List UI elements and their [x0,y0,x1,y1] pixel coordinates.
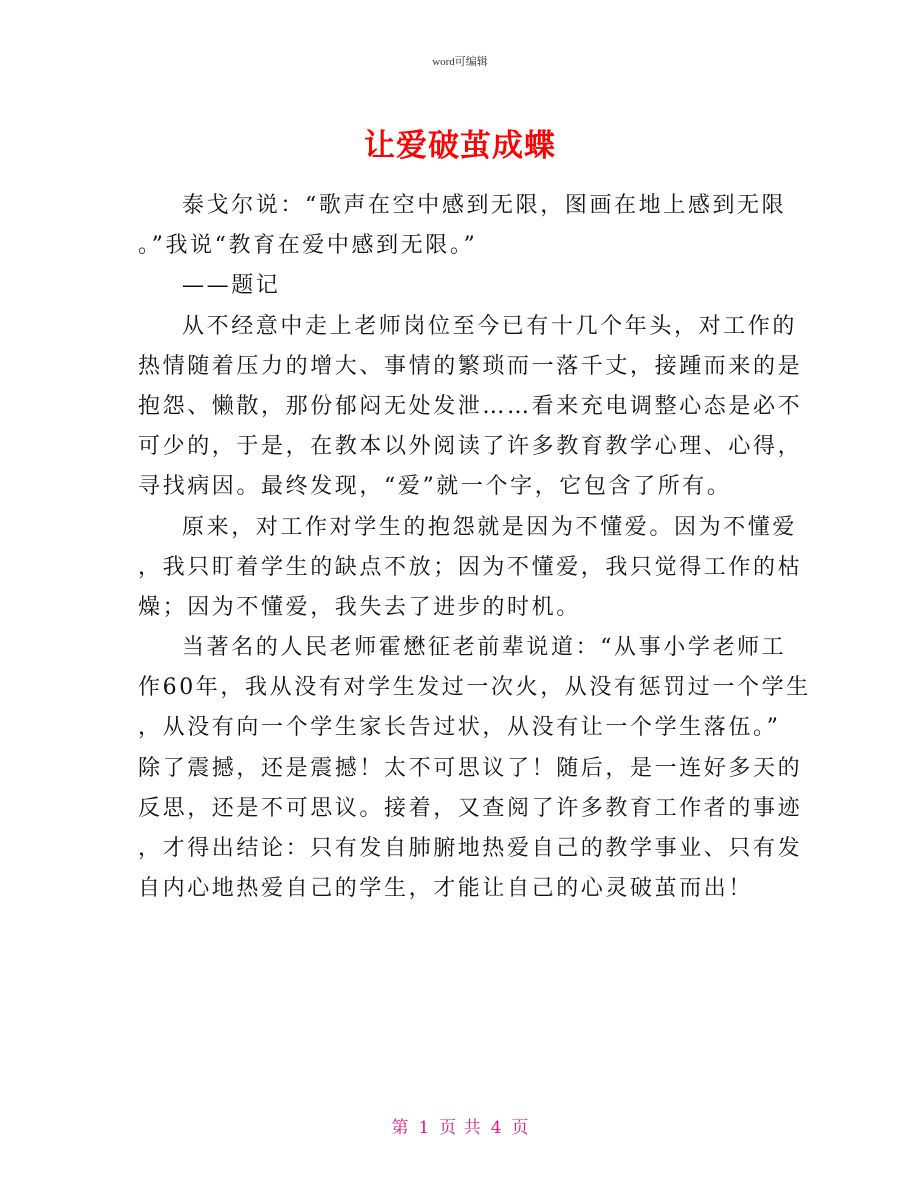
paragraph-2-line: ，我只盯着学生的缺点不放；因为不懂爱，我只觉得工作的枯 [138,554,803,580]
paragraph-3-line: 当著名的人民老师霍懋征老前辈说道：“从事小学老师工 [182,635,787,661]
paragraph-3-line: 自内心地热爱自己的学生，才能让自己的心灵破茧而出！ [138,876,754,902]
paragraph-3-line: 作60年，我从没有对学生发过一次火，从没有惩罚过一个学生 [138,675,811,701]
footer-middle: 页 共 [439,1118,481,1138]
paragraph-1-line: 热情随着压力的增大、事情的繁琐而一落千丈，接踵而来的是 [138,353,803,379]
paragraph-1-line: 从不经意中走上老师岗位至今已有十几个年头，对工作的 [182,313,798,339]
paragraph-3-line: ，从没有向一个学生家长告过状，从没有让一个学生落伍。” [138,715,781,741]
paragraph-3-line: 除了震撼，还是震撼！太不可思议了！随后，是一连好多天的 [138,755,803,781]
header-note: word可编辑 [432,56,488,68]
footer-prefix: 第 [391,1118,409,1138]
epigraph-attribution: ——题记 [182,273,281,299]
paragraph-1-line: 寻找病因。最终发现，“爱”就一个字，它包含了所有。 [138,474,732,500]
paragraph-3-line: 反思，还是不可思议。接着，又查阅了许多教育工作者的事迹 [138,795,803,821]
page-footer [0,1113,920,1138]
paragraph-1-line: 可少的，于是，在教本以外阅读了许多教育教学心理、心得， [138,434,803,460]
current-page-number: 1 [418,1118,430,1138]
epigraph-line-1: 泰戈尔说：“歌声在空中感到无限，图画在地上感到无限 [182,193,787,218]
footer-suffix: 页 [511,1118,529,1138]
epigraph-line-2: 。”我说“教育在爱中感到无限。” [138,233,478,259]
document-body [138,186,811,909]
paragraph-1-line: 抱怨、懒散，那份郁闷无处发泄……看来充电调整心态是必不 [138,393,803,419]
paragraph-3-line: ，才得出结论：只有发自肺腑地热爱自己的教学事业、只有发 [138,836,803,861]
paragraph-2-line: 燥；因为不懂爱，我失去了进步的时机。 [138,594,581,620]
total-pages-number: 4 [490,1118,502,1138]
document-title: 让爱破茧成蝶 [364,128,556,164]
paragraph-2-line: 原来，对工作对学生的抱怨就是因为不懂爱。因为不懂爱 [182,514,798,540]
